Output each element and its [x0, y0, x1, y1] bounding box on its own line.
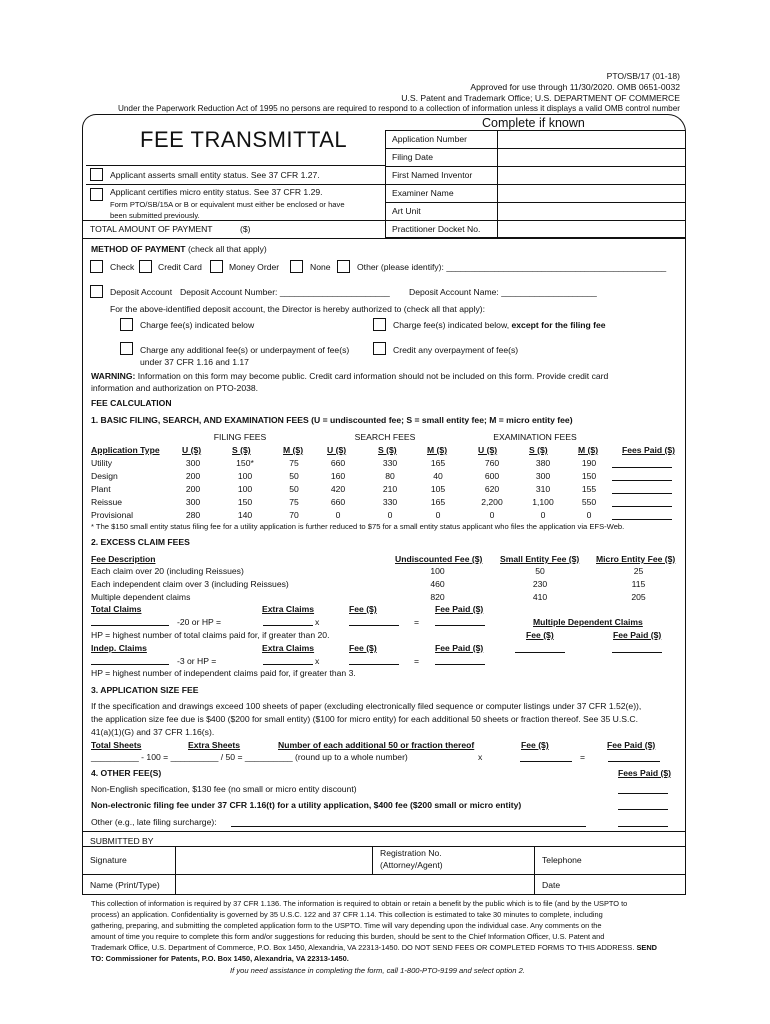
basic-col-header: M ($): [427, 445, 448, 455]
other-heading: 4. OTHER FEE(S): [91, 768, 162, 778]
telephone-label: Telephone: [542, 855, 582, 865]
signature-label: Signature: [90, 855, 127, 865]
fee-value: 330: [382, 458, 398, 468]
application-number-label: Application Number: [392, 134, 467, 144]
micro-entity-note: been submitted previously.: [110, 211, 200, 220]
fee-value: 100: [237, 484, 253, 494]
method-title: METHOD OF PAYMENT: [91, 244, 186, 254]
fees-paid-input[interactable]: [612, 506, 672, 507]
fee-value: 140: [237, 510, 253, 520]
total-claims-header: Total Claims: [91, 604, 142, 614]
extra-indep-input[interactable]: [263, 664, 313, 665]
fee-value: 0: [387, 510, 393, 520]
submitted-title: SUBMITTED BY: [90, 836, 154, 846]
basic-col-header: M ($): [578, 445, 599, 455]
signature-field[interactable]: [177, 848, 371, 873]
basic-col-header: U ($): [182, 445, 202, 455]
fee-value: 0: [586, 510, 592, 520]
size-equals: =: [580, 752, 586, 762]
extra-claims-header: Extra Claims: [262, 604, 315, 614]
fee-paid-header: Fee Paid ($): [435, 604, 484, 614]
registration-label-2: (Attorney/Agent): [380, 860, 443, 870]
excess-fee-description: Each claim over 20 (including Reissues): [91, 566, 244, 576]
fee-input[interactable]: [349, 625, 399, 626]
total-payment-unit: ($): [240, 224, 251, 234]
extra-sheets-header: Extra Sheets: [188, 740, 241, 750]
fee-value: 40: [433, 471, 443, 481]
approval-line: Approved for use through 11/30/2020. OMB 0651-0032: [470, 82, 680, 92]
fee-value: 300: [535, 471, 551, 481]
application-type: Plant: [91, 484, 111, 494]
excess-header-s: Small Entity Fee ($): [500, 554, 580, 564]
excess-fee-description: Multiple dependent claims: [91, 592, 191, 602]
paperwork-notice: Under the Paperwork Reduction Act of 1995 no persons are required to respond to a collection of information unless it displays a valid OMB control number: [117, 104, 680, 113]
equals-sign-2: =: [414, 656, 420, 666]
size-para-3: 41(a)(1)(G) and 37 CFR 1.16(s).: [91, 727, 215, 737]
size-fee-input[interactable]: [520, 761, 572, 762]
fee-calculation-heading: FEE CALCULATION: [91, 398, 172, 408]
micro-entity-note: Form PTO/SB/15A or B or equivalent must either be enclosed or have: [110, 200, 345, 209]
other-label: Other (please identify): ______________________________________________: [357, 262, 667, 272]
fees-paid-input[interactable]: [612, 519, 672, 520]
complete-if-known: Complete if known: [482, 116, 585, 130]
other-surcharge-input[interactable]: [618, 826, 668, 827]
fee-header: Fee ($): [349, 604, 377, 614]
submitted-div: [175, 846, 176, 895]
size-heading: 3. APPLICATION SIZE FEE: [91, 685, 199, 695]
filing-date-field[interactable]: [499, 149, 683, 165]
fee-value: 280: [185, 510, 201, 520]
size-para-2: the application size fee due is $400 ($200 for small entity) ($100 for micro entity) for each additional 50 sheets or fraction thereof. See 35 U.S.C.: [91, 714, 638, 724]
deposit-name-field[interactable]: Deposit Account Name: ____________________: [409, 287, 597, 297]
fee-value: 190: [581, 458, 597, 468]
size-fee-paid-header: Fee Paid ($): [607, 740, 656, 750]
warning-text: Information on this form may become public. Credit card information should not be included on this form. Provide credit card: [135, 371, 609, 381]
charge-additional-label-2: under 37 CFR 1.16 and 1.17: [140, 357, 249, 367]
footer-line-6: TO: Commissioner for Patents, P.O. Box 1450, Alexandria, VA 22313-1450.: [91, 954, 349, 963]
footer-line-1: This collection of information is required by 37 CFR 1.136. The information is required to obtain or retain a benefit by the public which is to file (and by the USPTO to: [91, 899, 628, 908]
charge-indicated-checkbox[interactable]: [120, 318, 133, 331]
multiple-fee-paid-input[interactable]: [612, 652, 662, 653]
method-heading: [91, 244, 267, 254]
fee-paid-input[interactable]: [435, 625, 485, 626]
submitted-sep: [82, 874, 686, 875]
excess-heading: 2. EXCESS CLAIM FEES: [91, 537, 190, 547]
none-checkbox[interactable]: [290, 260, 303, 273]
fee-value: 165: [430, 458, 446, 468]
fees-paid-input[interactable]: [612, 480, 672, 481]
excess-fee-value: 100: [430, 566, 445, 576]
fee-value: 300: [185, 458, 201, 468]
fee-value: 150*: [236, 458, 254, 468]
fee-value: 70: [289, 510, 299, 520]
multiple-fee-header: Fee ($): [526, 630, 554, 640]
deposit-account-checkbox[interactable]: [90, 285, 103, 298]
non-electronic-input[interactable]: [618, 809, 668, 810]
date-field[interactable]: [570, 876, 684, 893]
fee-value: 75: [289, 497, 299, 507]
warning-line-2: information and authorization on PTO-2038.: [91, 383, 259, 393]
telephone-field[interactable]: [600, 848, 684, 873]
agency-line: U.S. Patent and Trademark Office; U.S. DEPARTMENT OF COMMERCE: [401, 93, 680, 103]
indep-claims-calc: -3 or HP =: [177, 656, 217, 666]
non-english-input[interactable]: [618, 793, 668, 794]
multiple-fee-paid-header: Fee Paid ($): [613, 630, 662, 640]
examiner-name-label: Examiner Name: [392, 188, 454, 198]
fee-value: 0: [540, 510, 546, 520]
application-type: Reissue: [91, 497, 123, 507]
excess-fee-value: 460: [430, 579, 445, 589]
excess-fee-description: Each independent claim over 3 (including Reissues): [91, 579, 289, 589]
art-unit-label: Art Unit: [392, 206, 421, 216]
assistance-note: If you need assistance in completing the form, call 1-800-PTO-9199 and select option 2.: [230, 966, 525, 975]
fee-value: 105: [430, 484, 446, 494]
footer-line-5: [91, 943, 657, 952]
deposit-account-label: Deposit Account: [110, 287, 173, 297]
submitted-sep: [82, 846, 686, 847]
non-english-label: Non-English specification, $130 fee (no small or micro entity discount): [91, 784, 357, 794]
examiner-name-field[interactable]: [499, 185, 683, 201]
extra-claims-header-2: Extra Claims: [262, 643, 315, 653]
registration-field[interactable]: [470, 848, 532, 873]
other-surcharge-desc[interactable]: [231, 826, 586, 827]
times-sign-2: x: [315, 656, 320, 666]
fee-value: 80: [385, 471, 395, 481]
basic-col-header: U ($): [478, 445, 498, 455]
search-fees-group: SEARCH FEES: [354, 432, 416, 442]
fee-value: 660: [330, 458, 346, 468]
fee-value: 420: [330, 484, 346, 494]
fees-paid-input[interactable]: [612, 467, 672, 468]
date-label: Date: [542, 880, 561, 890]
footer-line-3: gathering, preparing, and submitting the completed application form to the USPTO. Time will vary depending upon the individual case. Any comments on the: [91, 921, 602, 930]
basic-col-header: M ($): [283, 445, 304, 455]
basic-fees-heading: 1. BASIC FILING, SEARCH, AND EXAMINATION FEES (U = undiscounted fee; S = small entity fee; M = micro entity fee): [91, 415, 573, 425]
entity-sep: [86, 165, 385, 166]
excess-header-desc: Fee Description: [91, 554, 156, 564]
size-fee-paid-input[interactable]: [608, 761, 660, 762]
fee-value: 660: [330, 497, 346, 507]
basic-col-header: S ($): [378, 445, 397, 455]
excess-fee-value: 115: [631, 579, 646, 589]
times-sign: x: [315, 617, 320, 627]
multiple-fee-input[interactable]: [515, 652, 565, 653]
fee-value: 50: [289, 471, 299, 481]
filing-fees-group: FILING FEES: [213, 432, 267, 442]
page-title: FEE TRANSMITTAL: [140, 127, 348, 152]
excess-header-m: Micro Entity Fee ($): [596, 554, 676, 564]
excess-fee-value: 820: [430, 592, 445, 602]
non-electronic-label: Non-electronic filing fee under 37 CFR 1.16(t) for a utility application, $400 fee ($200 small or micro entity): [91, 800, 522, 810]
multiple-dependent-header: Multiple Dependent Claims: [533, 617, 643, 627]
small-entity-label: Applicant asserts small entity status. See 37 CFR 1.27.: [110, 170, 320, 180]
excess-fee-value: 50: [535, 566, 545, 576]
application-type: Utility: [91, 458, 113, 468]
deposit-number-field[interactable]: Deposit Account Number: _______________________: [180, 287, 390, 297]
basic-col-header: S ($): [232, 445, 251, 455]
charge-additional-label: Charge any additional fee(s) or underpayment of fee(s): [140, 345, 350, 355]
check-checkbox[interactable]: [90, 260, 103, 273]
fee-value: 200: [185, 471, 201, 481]
fee-value: 150: [237, 497, 253, 507]
fee-value: 380: [535, 458, 551, 468]
docket-no-field[interactable]: [499, 221, 683, 237]
exam-fees-group: EXAMINATION FEES: [493, 432, 577, 442]
indep-claims-input[interactable]: [91, 664, 169, 665]
total-claims-input[interactable]: [91, 625, 169, 626]
fee-value: 50: [289, 484, 299, 494]
total-payment-label: TOTAL AMOUNT OF PAYMENT: [90, 224, 213, 234]
fee-value: 200: [185, 484, 201, 494]
hp-note-2: HP = highest number of independent claims paid for, if greater than 3.: [91, 668, 356, 678]
fee-value: 155: [581, 484, 597, 494]
art-unit-field[interactable]: [499, 203, 683, 219]
fee-value: 100: [237, 471, 253, 481]
docket-no-label: Practitioner Docket No.: [392, 224, 481, 234]
total-sheets-header: Total Sheets: [91, 740, 142, 750]
micro-entity-checkbox[interactable]: [90, 188, 103, 201]
charge-except-text: Charge fee(s) indicated below,: [393, 320, 510, 330]
excess-fee-value: 230: [532, 579, 548, 589]
total-claims-calc: -20 or HP =: [177, 617, 222, 627]
fee-value: 75: [289, 458, 299, 468]
excess-fee-value: 205: [631, 592, 646, 602]
credit-card-label: Credit Card: [158, 262, 202, 272]
fees-paid-header: Fees Paid ($): [622, 445, 676, 455]
total-payment-input[interactable]: [262, 222, 382, 236]
entity-sep: [86, 184, 385, 185]
each-additional-header: Number of each additional 50 or fraction thereof: [278, 740, 475, 750]
other-checkbox[interactable]: [337, 260, 350, 273]
fee-value: 330: [382, 497, 398, 507]
size-times: x: [478, 752, 483, 762]
other-fees-paid-header: Fees Paid ($): [618, 768, 672, 778]
fee-value: 550: [581, 497, 597, 507]
fees-paid-input[interactable]: [612, 493, 672, 494]
fee-value: 160: [330, 471, 346, 481]
size-calc[interactable]: __________ - 100 = __________ / 50 = __________ (round up to a whole number): [91, 752, 408, 762]
excess-header-u: Undiscounted Fee ($): [395, 554, 483, 564]
fee-value: 300: [185, 497, 201, 507]
fee-value: 165: [430, 497, 446, 507]
other-surcharge-label: Other (e.g., late filing surcharge):: [91, 817, 217, 827]
excess-fee-value: 25: [633, 566, 644, 576]
submitted-div: [372, 846, 373, 874]
fee-header-2: Fee ($): [349, 643, 377, 653]
fee-value: 210: [382, 484, 398, 494]
excess-fee-value: 410: [532, 592, 548, 602]
fee-paid-input-2[interactable]: [435, 664, 485, 665]
fee-value: 1,100: [532, 497, 554, 507]
fee-value: 0: [435, 510, 441, 520]
fee-value: 310: [535, 484, 551, 494]
size-fee-header: Fee ($): [521, 740, 549, 750]
fee-value: 620: [484, 484, 500, 494]
hp-note-1: HP = highest number of total claims paid for, if greater than 20.: [91, 630, 330, 640]
fee-value: 150: [581, 471, 597, 481]
basic-col-header: U ($): [327, 445, 347, 455]
extra-claims-input[interactable]: [263, 625, 313, 626]
micro-entity-label: Applicant certifies micro entity status. See 37 CFR 1.29.: [110, 187, 323, 197]
basic-col-header: Application Type: [91, 445, 160, 455]
credit-overpayment-checkbox[interactable]: [373, 342, 386, 355]
fee-value: 2,200: [481, 497, 503, 507]
small-entity-checkbox[interactable]: [90, 168, 103, 181]
name-label: Name (Print/Type): [90, 880, 160, 890]
charge-except-label: [393, 320, 606, 330]
warning-label: WARNING:: [91, 371, 136, 381]
basic-footnote: * The $150 small entity status filing fee for a utility application is further reduced to $75 for a small entity status applicant who files the application via EFS-Web.: [91, 522, 625, 531]
submitted-div: [534, 846, 535, 895]
fee-value: 600: [484, 471, 500, 481]
footer-line-5-text: Trademark Office, U.S. Department of Commerce, P.O. Box 1450, Alexandria, VA 22313-1450. DO NOT SEND FEES OR COMPLETED FORMS TO THIS ADDRESS.: [91, 943, 635, 952]
method-hint: (check all that apply): [187, 244, 267, 254]
none-label: None: [310, 262, 331, 272]
registration-label: Registration No.: [380, 848, 442, 858]
fee-value: 0: [335, 510, 341, 520]
application-number-field[interactable]: [499, 131, 683, 147]
application-type: Design: [91, 471, 118, 481]
equals-sign: =: [414, 617, 420, 627]
footer-line-4: amount of time you require to complete this form and/or suggestions for reducing this burden, should be sent to the Chief Information Officer, U.S. Patent and: [91, 932, 605, 941]
credit-card-checkbox[interactable]: [139, 260, 152, 273]
application-type: Provisional: [91, 510, 134, 520]
size-para-1: If the specification and drawings exceed 100 sheets of paper (excluding electronically filed sequence or computer listings under 37 CFR 1.52(e)),: [91, 701, 642, 711]
warning-line-1: [91, 371, 608, 381]
charge-except-bold: except for the filing fee: [511, 320, 606, 330]
fee-input-2[interactable]: [349, 664, 399, 665]
fee-value: 760: [484, 458, 500, 468]
name-field[interactable]: [177, 876, 533, 893]
authorize-text: For the above-identified deposit account, the Director is hereby authorized to (check all that apply):: [110, 304, 485, 314]
charge-additional-checkbox[interactable]: [120, 342, 133, 355]
first-inventor-label: First Named Inventor: [392, 170, 473, 180]
indep-claims-header: Indep. Claims: [91, 643, 147, 653]
first-inventor-field[interactable]: [499, 167, 683, 183]
footer-send: SEND: [636, 943, 658, 952]
charge-except-checkbox[interactable]: [373, 318, 386, 331]
fee-paid-header-2: Fee Paid ($): [435, 643, 484, 653]
basic-col-header: S ($): [529, 445, 548, 455]
money-order-label: Money Order: [229, 262, 280, 272]
credit-overpayment-label: Credit any overpayment of fee(s): [393, 345, 519, 355]
entity-sep: [82, 220, 385, 221]
filing-date-label: Filing Date: [392, 152, 434, 162]
form-id: PTO/SB/17 (01-18): [606, 71, 680, 81]
check-label: Check: [110, 262, 135, 272]
charge-indicated-label: Charge fee(s) indicated below: [140, 320, 255, 330]
fee-value: 0: [489, 510, 495, 520]
footer-line-2: process) an application. Confidentiality is governed by 35 U.S.C. 122 and 37 CFR 1.14. This collection is estimated to take 30 minutes to complete, including: [91, 910, 603, 919]
money-order-checkbox[interactable]: [210, 260, 223, 273]
